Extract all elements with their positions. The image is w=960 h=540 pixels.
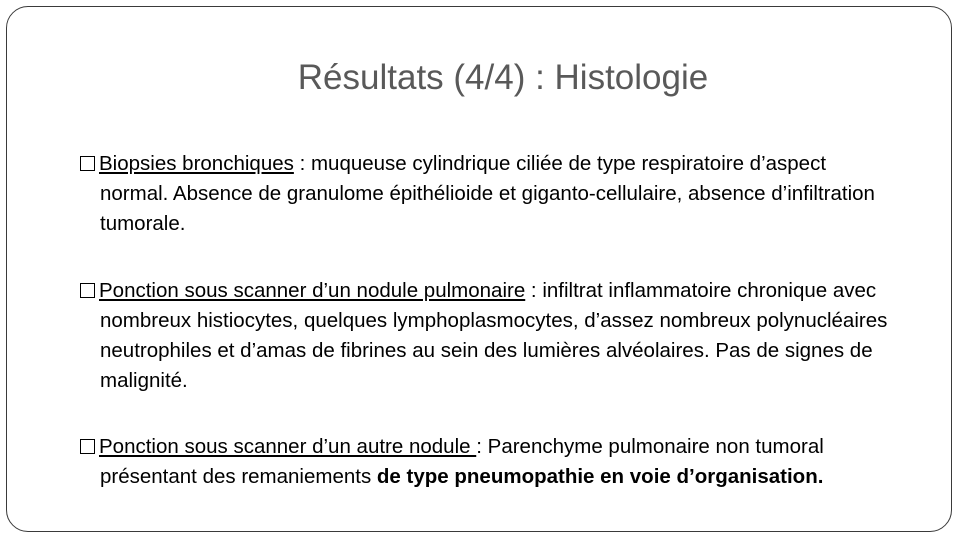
checkbox-bullet-icon bbox=[80, 156, 95, 171]
bullet-separator: : bbox=[525, 279, 543, 302]
bullet-text: Parenchyme pulmonaire non tumoral présentant des remaniements bbox=[100, 435, 824, 488]
bullet-bold-text: de type pneumopathie en voie d’organisation. bbox=[376, 465, 824, 488]
bullet-biopsies bbox=[80, 149, 900, 239]
bullet-ponction-nodule bbox=[80, 276, 900, 396]
bullet-heading: Ponction sous scanner d’un nodule pulmonaire bbox=[99, 279, 526, 302]
bullet-heading: Ponction sous scanner d’un autre nodule bbox=[99, 435, 477, 458]
checkbox-bullet-icon bbox=[80, 439, 95, 454]
bullet-separator: : bbox=[476, 435, 488, 458]
bullet-ponction-autre-nodule bbox=[80, 432, 900, 492]
slide-title: Résultats (4/4) : Histologie bbox=[297, 58, 709, 97]
bullet-text: muqueuse cylindrique ciliée de type respiratoire d’aspect normal. Absence de granulome épithélioide et giganto-cellulaire, absence d’infiltration tumorale. bbox=[100, 152, 875, 235]
bullet-text: infiltrat inflammatoire chronique avec nombreux histiocytes, quelques lymphoplasmocytes, d’assez nombreux polynucléaires neutrophiles et d’amas de fibrines au sein des lumières alvéolaires. Pas de signes de malignité. bbox=[100, 279, 888, 392]
bullet-heading: Biopsies bronchiques bbox=[99, 152, 294, 175]
checkbox-bullet-icon bbox=[80, 283, 95, 298]
bullet-separator: : bbox=[293, 152, 311, 175]
